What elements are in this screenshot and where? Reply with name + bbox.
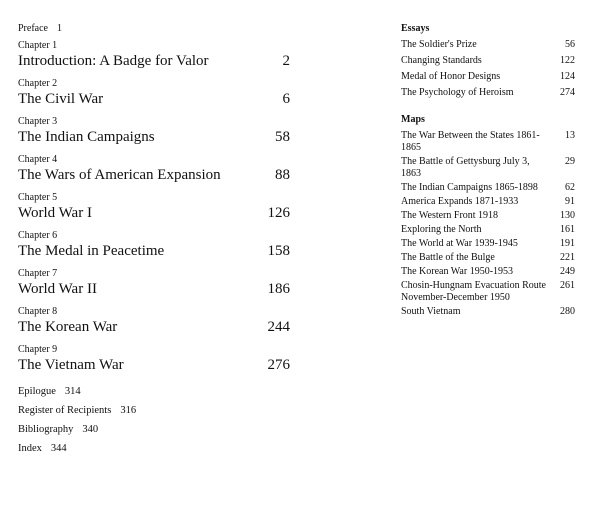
back-matter-title: Bibliography xyxy=(18,424,74,435)
back-matter-page: 314 xyxy=(64,386,81,397)
essays-heading: Essays xyxy=(401,23,430,34)
chapter-title: Introduction: A Badge for Valor xyxy=(18,53,209,69)
chapter-entry xyxy=(18,230,290,260)
map-title: Chosin-Hungnam Evacuation Route November-December 1950 xyxy=(401,280,546,303)
chapter-entry xyxy=(18,78,290,108)
map-entry xyxy=(401,182,575,194)
preface-entry xyxy=(18,22,290,36)
map-entry xyxy=(401,196,575,208)
back-matter-page: 316 xyxy=(120,405,137,416)
chapter-title: The Medal in Peacetime xyxy=(18,243,165,259)
back-matter-title: Epilogue xyxy=(18,386,56,397)
chapter-page: 58 xyxy=(275,129,290,145)
map-title: South Vietnam xyxy=(401,306,461,317)
chapter-title: The Wars of American Expansion xyxy=(18,167,221,183)
back-matter-entry xyxy=(18,382,290,401)
chapter-entry xyxy=(18,40,290,70)
maps-heading: Maps xyxy=(401,114,425,125)
chapter-title: World War I xyxy=(18,205,92,221)
essay-title: The Soldier's Prize xyxy=(401,39,477,50)
map-entry xyxy=(401,224,575,236)
chapter-label: Chapter 8 xyxy=(18,306,58,317)
essay-title: Changing Standards xyxy=(401,55,482,66)
map-page: 62 xyxy=(565,182,575,193)
map-title: The Indian Campaigns 1865-1898 xyxy=(401,182,538,193)
chapter-label: Chapter 1 xyxy=(18,40,58,51)
map-page: 130 xyxy=(560,210,575,221)
back-matter-entry xyxy=(18,420,290,439)
maps-section xyxy=(401,113,575,318)
map-entry xyxy=(401,266,575,278)
map-page: 191 xyxy=(560,238,575,249)
essay-entry xyxy=(401,39,575,51)
back-matter-list xyxy=(18,382,290,458)
chapter-entry xyxy=(18,344,290,374)
chapter-entry xyxy=(18,306,290,336)
back-matter-entry xyxy=(18,439,290,458)
map-entry xyxy=(401,252,575,264)
chapter-title: The Civil War xyxy=(18,91,104,107)
chapter-label: Chapter 2 xyxy=(18,78,58,89)
map-title: The Western Front 1918 xyxy=(401,210,499,221)
essay-entry xyxy=(401,87,575,99)
chapter-page: 276 xyxy=(267,357,290,373)
chapter-title: The Indian Campaigns xyxy=(18,129,155,145)
contents-right-column xyxy=(401,22,575,320)
chapter-label: Chapter 5 xyxy=(18,192,58,203)
chapter-title: The Korean War xyxy=(18,319,118,335)
map-title: The War Between the States 1861-1865 xyxy=(401,130,540,153)
chapter-page: 244 xyxy=(267,319,290,335)
chapter-entry xyxy=(18,268,290,298)
contents-left-column xyxy=(18,22,290,458)
chapter-page: 158 xyxy=(267,243,290,259)
chapter-entry xyxy=(18,116,290,146)
map-page: 161 xyxy=(560,224,575,235)
essay-page: 274 xyxy=(560,87,575,98)
chapter-label: Chapter 7 xyxy=(18,268,58,279)
map-page: 29 xyxy=(565,156,575,167)
chapter-title: World War II xyxy=(18,281,97,297)
map-page: 261 xyxy=(560,280,575,291)
preface-page: 1 xyxy=(56,23,62,34)
essay-entry xyxy=(401,71,575,83)
essay-title: Medal of Honor Designs xyxy=(401,71,501,82)
chapter-entry xyxy=(18,192,290,222)
map-entry xyxy=(401,210,575,222)
map-title: America Expands 1871-1933 xyxy=(401,196,519,207)
chapter-label: Chapter 6 xyxy=(18,230,58,241)
chapter-page: 186 xyxy=(267,281,290,297)
map-title: The World at War 1939-1945 xyxy=(401,238,518,249)
map-entry xyxy=(401,238,575,250)
map-entry xyxy=(401,130,575,154)
chapter-page: 88 xyxy=(275,167,290,183)
map-page: 91 xyxy=(565,196,575,207)
essays-section xyxy=(401,22,575,99)
chapter-label: Chapter 9 xyxy=(18,344,58,355)
back-matter-title: Register of Recipients xyxy=(18,405,112,416)
chapter-page: 126 xyxy=(267,205,290,221)
map-entry xyxy=(401,280,575,304)
back-matter-title: Index xyxy=(18,443,42,454)
back-matter-entry xyxy=(18,401,290,420)
chapter-label: Chapter 3 xyxy=(18,116,58,127)
map-page: 249 xyxy=(560,266,575,277)
map-page: 221 xyxy=(560,252,575,263)
chapter-label: Chapter 4 xyxy=(18,154,58,165)
map-entry xyxy=(401,306,575,318)
essay-entry xyxy=(401,55,575,67)
essay-title: The Psychology of Heroism xyxy=(401,87,514,98)
chapter-page: 2 xyxy=(282,53,290,69)
back-matter-page: 344 xyxy=(50,443,67,454)
map-page: 280 xyxy=(560,306,575,317)
back-matter-page: 340 xyxy=(82,424,99,435)
chapter-page: 6 xyxy=(282,91,290,107)
map-title: Exploring the North xyxy=(401,224,482,235)
essay-page: 124 xyxy=(560,71,575,82)
map-title: The Battle of Gettysburg July 3, 1863 xyxy=(401,156,530,179)
map-title: The Battle of the Bulge xyxy=(401,252,495,263)
map-entry xyxy=(401,156,575,180)
map-title: The Korean War 1950-1953 xyxy=(401,266,514,277)
essay-page: 122 xyxy=(560,55,575,66)
essay-page: 56 xyxy=(565,39,575,50)
preface-title: Preface xyxy=(18,23,48,34)
chapter-title: The Vietnam War xyxy=(18,357,124,373)
map-page: 13 xyxy=(565,130,575,141)
chapter-entry xyxy=(18,154,290,184)
